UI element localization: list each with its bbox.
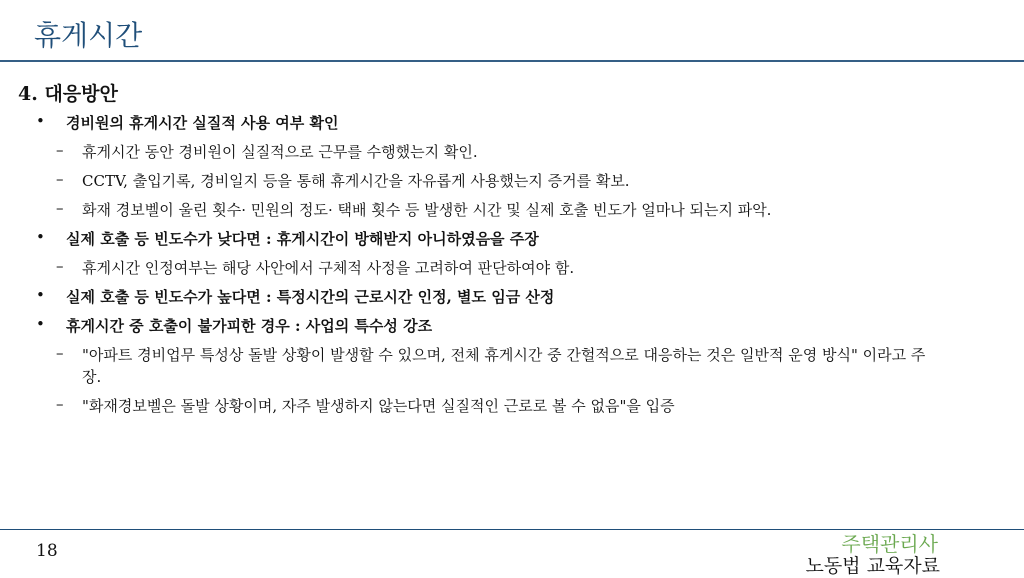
list-item xyxy=(36,286,996,315)
footer-brand: 주택관리사 xyxy=(841,532,938,556)
list-item xyxy=(36,344,996,395)
list-item xyxy=(36,112,996,141)
list-item xyxy=(36,141,996,170)
dash-marker: – xyxy=(56,141,64,159)
bullet-marker: • xyxy=(36,228,45,246)
list-item-text: 화재 경보벨이 울린 횟수· 민원의 정도· 택배 횟수 등 발생한 시간 및 실제 호출 빈도가 얼마나 되는지 파악. xyxy=(82,201,772,219)
list-item xyxy=(36,228,996,257)
dash-marker: – xyxy=(56,395,64,413)
list-item-text: 실제 호출 등 빈도수가 낮다면 : 휴게시간이 방해받지 아니하였음을 주장 xyxy=(66,230,539,248)
title-divider xyxy=(0,60,1024,62)
dash-marker: – xyxy=(56,170,64,188)
list-item-text: 휴게시간 중 호출이 불가피한 경우 : 사업의 특수성 강조 xyxy=(66,317,433,335)
content-list xyxy=(36,112,996,424)
list-item xyxy=(36,199,996,228)
list-item-text: 실제 호출 등 빈도수가 높다면 : 특정시간의 근로시간 인정, 별도 임금 산정 xyxy=(66,288,555,306)
list-item-text: 휴게시간 동안 경비원이 실질적으로 근무를 수행했는지 확인. xyxy=(82,143,478,161)
bullet-marker: • xyxy=(36,286,45,304)
dash-marker: – xyxy=(56,257,64,275)
list-item-text: "화재경보벨은 돌발 상황이며, 자주 발생하지 않는다면 실질적인 근로로 볼 수 없음"을 입증 xyxy=(82,397,675,415)
bullet-marker: • xyxy=(36,315,45,333)
footer-subtitle: 노동법 교육자료 xyxy=(805,555,940,577)
slide-title: 휴게시간 xyxy=(34,19,143,52)
list-item-text: 경비원의 휴게시간 실질적 사용 여부 확인 xyxy=(66,114,339,132)
dash-marker: – xyxy=(56,344,64,362)
dash-marker: – xyxy=(56,199,64,217)
bullet-marker: • xyxy=(36,112,45,130)
list-item xyxy=(36,395,996,424)
list-item-text: CCTV, 출입기록, 경비일지 등을 통해 휴게시간을 자유롭게 사용했는지 증거를 확보. xyxy=(82,172,630,190)
page-number: 18 xyxy=(36,541,58,561)
list-item xyxy=(36,257,996,286)
list-item xyxy=(36,170,996,199)
section-heading: 4. 대응방안 xyxy=(18,83,118,105)
list-item xyxy=(36,315,996,344)
list-item-text: 휴게시간 인정여부는 해당 사안에서 구체적 사정을 고려하여 판단하여야 함. xyxy=(82,259,575,277)
list-item-text: "아파트 경비업무 특성상 돌발 상황이 발생할 수 있으며, 전체 휴게시간 중 간헐적으로 대응하는 것은 일반적 운영 방식" 이라고 주장. xyxy=(82,346,926,386)
